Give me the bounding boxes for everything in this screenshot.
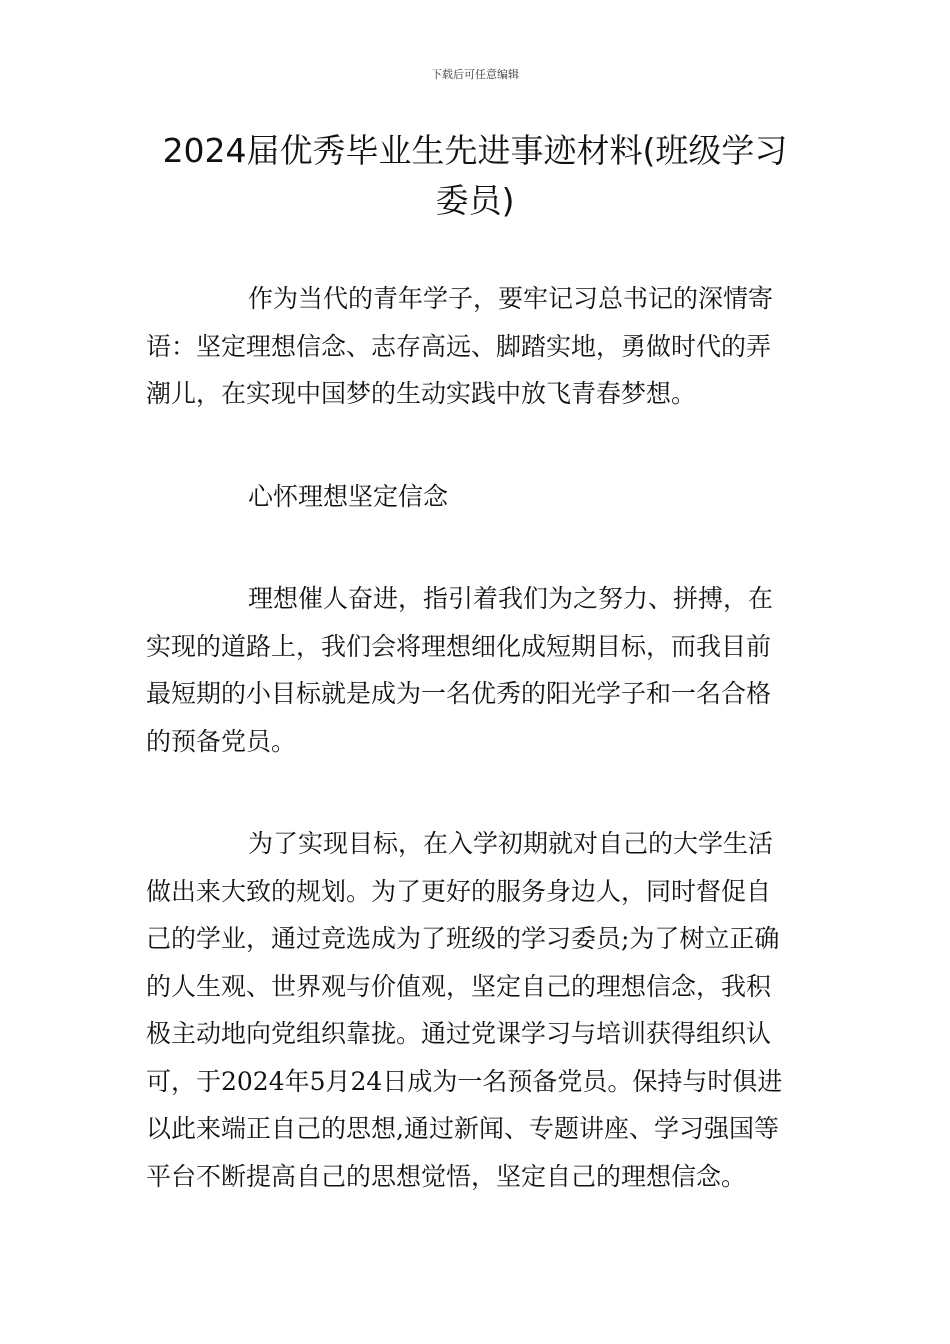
paragraph-line: 作为当代的青年学子，要牢记习总书记的深情寄 xyxy=(248,284,774,313)
paragraph-line: 可，于2024年5月24日成为一名预备党员。保持与时俱进 xyxy=(146,1066,783,1096)
paragraph-line: 实现的道路上，我们会将理想细化成短期目标，而我目前 xyxy=(146,631,772,661)
paragraph-line: 理想催人奋进，指引着我们为之努力、拼搏，在 xyxy=(248,584,774,613)
paragraph-line: 平台不断提高自己的思想觉悟，坚定自己的理想信念。 xyxy=(146,1161,747,1191)
section-heading-text: 心怀理想坚定信念 xyxy=(248,482,449,511)
paragraph-line: 语：坚定理想信念、志存高远、脚踏实地，勇做时代的弄 xyxy=(146,331,772,361)
paragraph-line: 最短期的小目标就是成为一名优秀的阳光学子和一名合格 xyxy=(146,679,772,708)
title-line: 委员) xyxy=(435,181,515,220)
title-line: 2024届优秀毕业生先进事迹材料(班级学习 xyxy=(162,131,788,170)
paragraph-line: 的人生观、世界观与价值观，坚定自己的理想信念，我积 xyxy=(146,971,772,1001)
header-note: 下载后可任意编辑 xyxy=(431,68,519,81)
paragraph-ideals xyxy=(146,575,808,765)
paragraph-line: 以此来端正自己的思想,通过新闻、专题讲座、学习强国等 xyxy=(146,1114,779,1143)
document-title xyxy=(144,126,806,226)
paragraph-line: 潮儿，在实现中国梦的生动实践中放飞青春梦想。 xyxy=(146,379,697,408)
paragraph-line: 为了实现目标，在入学初期就对自己的大学生活 xyxy=(248,829,774,858)
paragraph-intro xyxy=(146,275,808,418)
paragraph-line: 极主动地向党组织靠拢。通过党课学习与培训获得组织认 xyxy=(146,1019,772,1048)
paragraph-goals xyxy=(146,820,808,1200)
paragraph-line: 己的学业，通过竞选成为了班级的学习委员;为了树立正确 xyxy=(146,924,780,953)
paragraph-line: 的预备党员。 xyxy=(146,726,297,756)
section-heading xyxy=(146,473,808,521)
paragraph-line: 做出来大致的规划。为了更好的服务身边人，同时督促自 xyxy=(146,876,772,906)
